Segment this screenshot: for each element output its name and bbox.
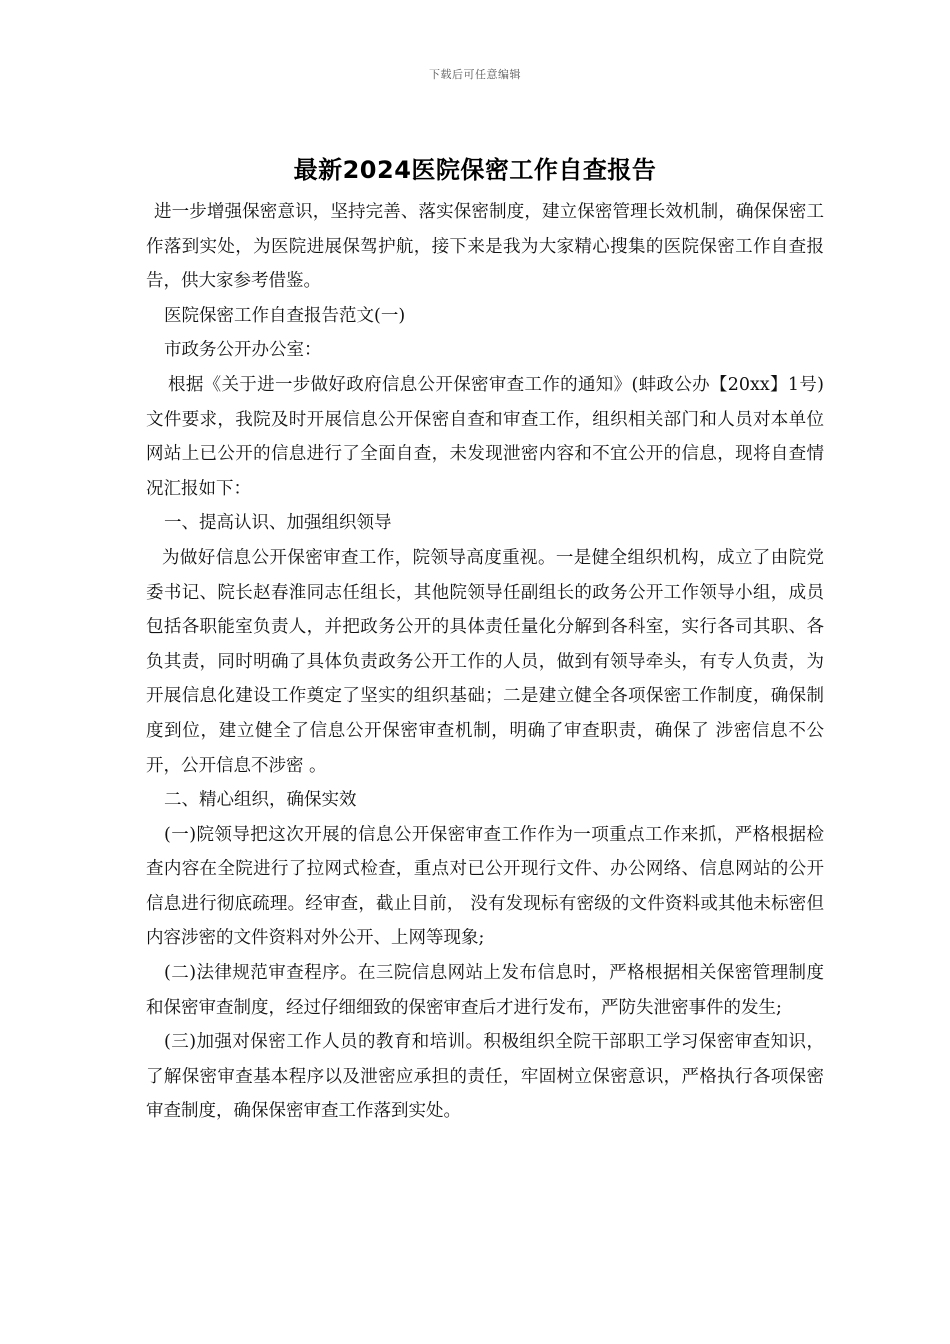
intro-paragraph: 进一步增强保密意识，坚持完善、落实保密制度，建立保密管理长效机制，确保保密工作落到实处，为医院进展保驾护航，接下来是我为大家精心搜集的医院保密工作自查报告，供大家参考借鉴。 xyxy=(146,202,824,292)
body-paragraph: 根据《关于进一步做好政府信息公开保密审查工作的通知》(蚌政公办【20xx】1号)文件要求，我院及时开展信息公开保密自查和审查工作，组织相关部门和人员对本单位网站上已公开的信息进行了全面自查，未发现泄密内容和不宜公开的信息，现将自查情况汇报如下： xyxy=(146,374,824,499)
section-heading-sample: 医院保密工作自查报告范文(一) xyxy=(164,305,406,326)
document-title: 最新2024医院保密工作自查报告 xyxy=(293,156,657,184)
body-paragraph: (二)法律规范审查程序。在三院信息网站上发布信息时，严格根据相关保密管理制度和保密审查制度，经过仔细细致的保密审查后才进行发布，严防失泄密事件的发生; xyxy=(146,963,824,1018)
body-paragraph: (一)院领导把这次开展的信息公开保密审查工作作为一项重点工作来抓，严格根据检查内容在全院进行了拉网式检查，重点对已公开现行文件、办公网络、信息网站的公开信息进行彻底疏理。经审查，截止目前， 没有发现标有密级的文件资料或其他未标密但内容涉密的文件资料对外公开、上网等现象; xyxy=(146,824,824,949)
recipient-line: 市政务公开办公室： xyxy=(164,340,322,361)
body-paragraph: (三)加强对保密工作人员的教育和培训。积极组织全院干部职工学习保密审查知识，了解保密审查基本程序以及泄密应承担的责任，牢固树立保密意识，严格执行各项保密审查制度，确保保密审查工作落到实处。 xyxy=(146,1032,824,1122)
section-heading: 二、精心组织，确保实效 xyxy=(164,790,357,811)
page-header-note: 下载后可任意编辑 xyxy=(429,68,521,81)
document-body xyxy=(146,195,824,1129)
body-paragraph: 为做好信息公开保密审查工作，院领导高度重视。一是健全组织机构，成立了由院党委书记、院长赵春淮同志任组长，其他院领导任副组长的政务公开工作领导小组，成员包括各职能室负责人，并把政务公开的具体责任量化分解到各科室，实行各司其职、各负其责，同时明确了具体负责政务公开工作的人员，做到有领导牵头，有专人负责，为开展信息化建设工作奠定了坚实的组织基础；二是建立健全各项保密工作制度，确保制度到位，建立健全了信息公开保密审查机制，明确了审查职责，确保了 涉密信息不公开，公开信息不涉密 。 xyxy=(146,547,824,776)
section-heading: 一、提高认识、加强组织领导 xyxy=(164,513,392,534)
